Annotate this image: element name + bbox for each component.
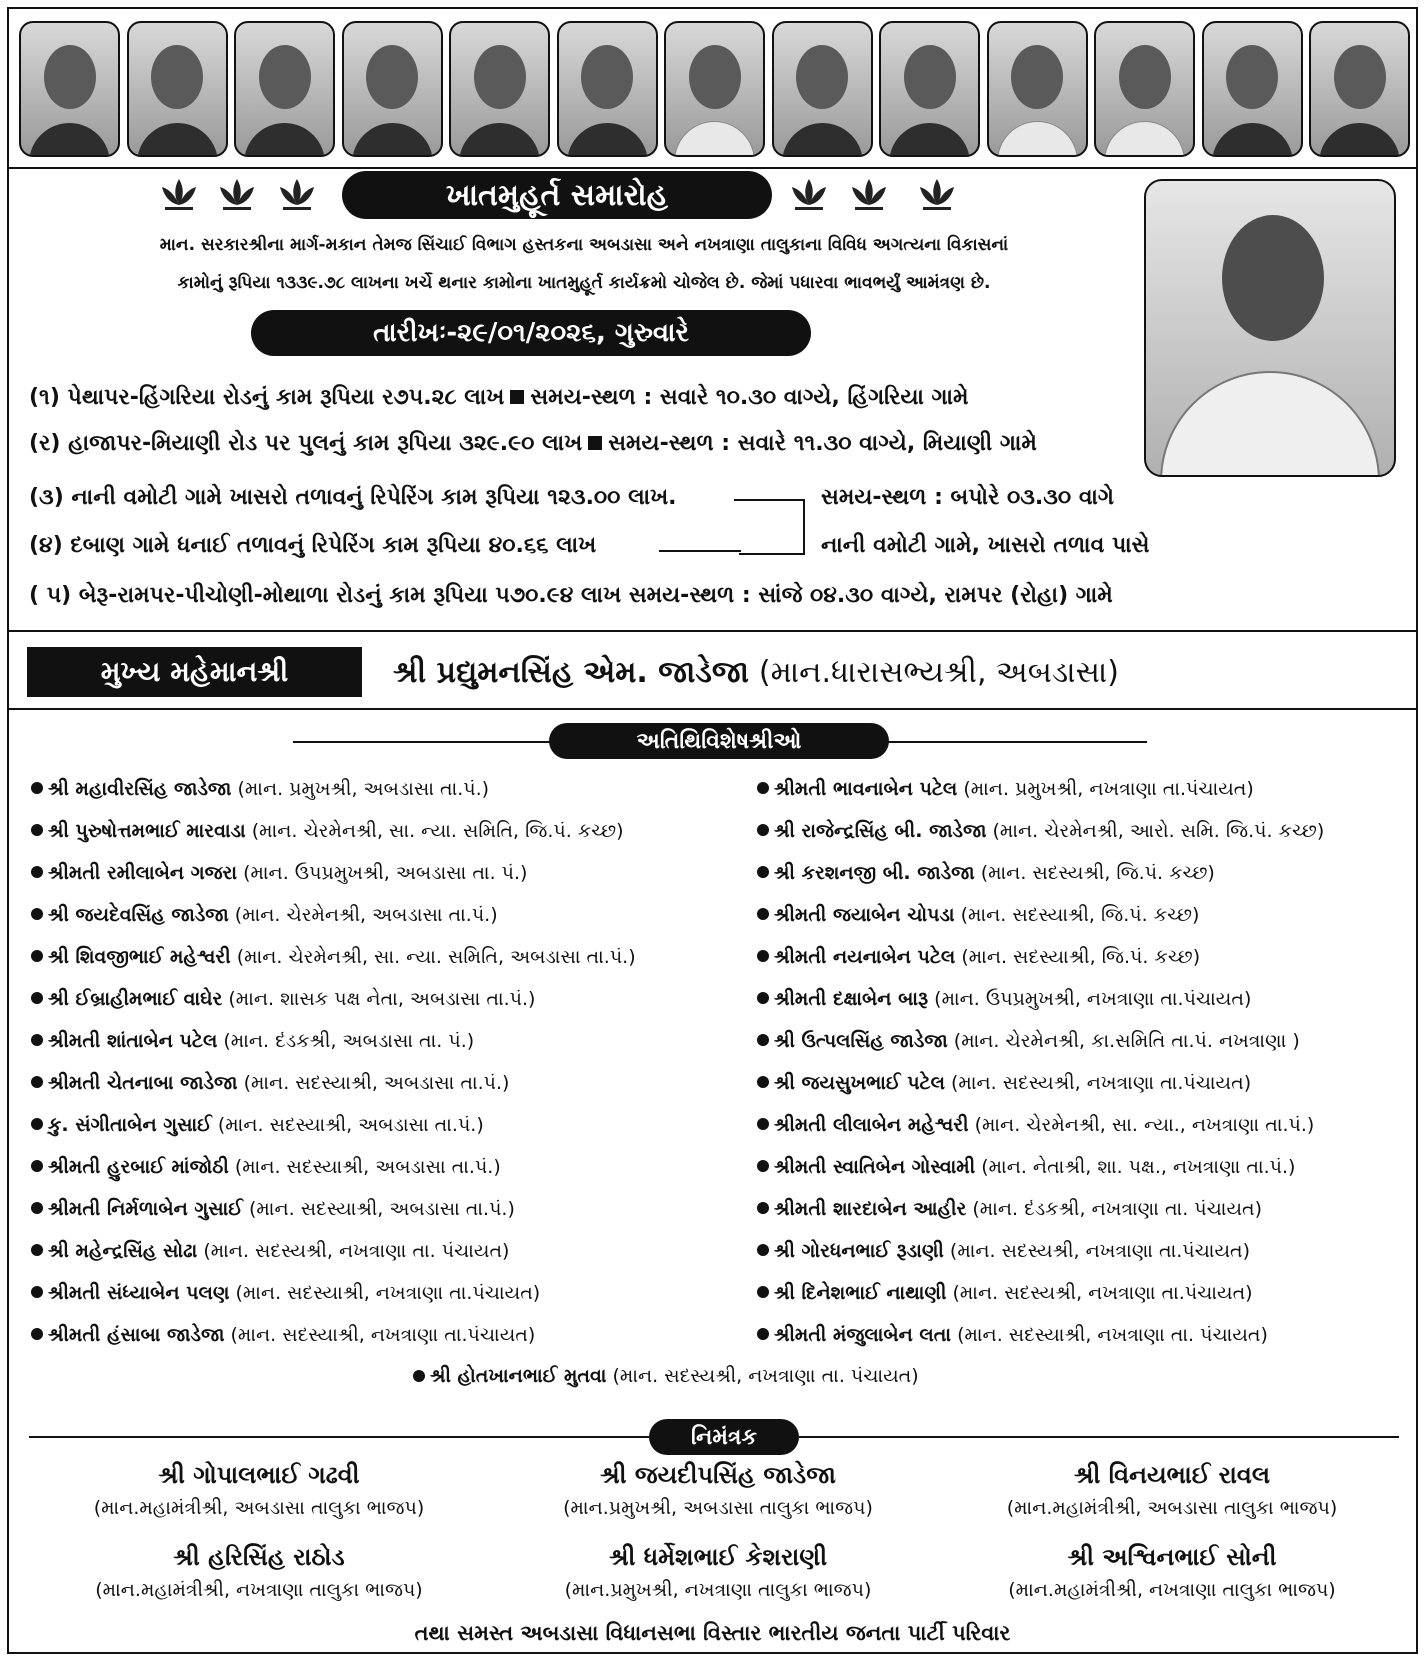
bullet-dot-icon — [31, 1076, 43, 1088]
shared-slot-time: સમય-સ્થળ : બપોરે ૦૩.૩૦ વાગે — [821, 485, 1114, 510]
guest-name: શ્રીમતી ભાવનાબેન પટેલ — [774, 778, 958, 800]
guest-name: શ્રીમતી નયનાબેન પટેલ — [774, 946, 956, 968]
guest-name: શ્રીમતી નિર્મળાબેન ગુસાઈ — [48, 1198, 243, 1220]
special-guests-heading: અતિથિવિશેષશ્રીઓ — [549, 723, 889, 759]
guest-role: (માન. દંડકશ્રી, અબડાસા તા. પં.) — [223, 1030, 475, 1052]
guest-name: શ્રી જયસુખભાઈ પટેલ — [774, 1072, 945, 1094]
guest-role: (માન. ચેરમેનશ્રી, આરો. સમિ. જિ.પં. કચ્છ) — [992, 820, 1325, 842]
inviters-heading: નિમંત્રક — [649, 1419, 799, 1455]
guest-role: (માન. સદસ્યાશ્રી, જિ.પં. કચ્છ) — [960, 904, 1200, 926]
guest-role: (માન. દંડકશ્રી, નખત્રાણા તા. પંચાયત) — [972, 1198, 1263, 1220]
leader-portrait — [127, 21, 228, 157]
special-guest-item — [757, 1146, 1324, 1188]
guest-name: શ્રી રાજેન્દ્રસિંહ બી. જાડેજા — [774, 820, 987, 842]
inviter: શ્રી જયદીપસિંહ જાડેજા (માન.પ્રમુખશ્રી, અબડાસા તાલુકા ભાજપ) — [563, 1461, 873, 1519]
guest-role: (માન. સદસ્યાશ્રી, અબડાસા તા.પં.) — [248, 1198, 515, 1220]
bullet-dot-icon — [757, 1076, 769, 1088]
invitation-poster — [7, 7, 1418, 1654]
bullet-dot-icon — [31, 1034, 43, 1046]
event-date: તારીખઃ-૨૯/૦૧/૨૦૨૬, ગુરુવારે — [251, 310, 811, 356]
guest-role: (માન. સદસ્યાશ્રી, અબડાસા તા.પં.) — [234, 1156, 501, 1178]
leader-portrait — [772, 21, 873, 157]
chief-guest — [393, 647, 1119, 697]
inviter: શ્રી ગોપાલભાઈ ગઢવી (માન.મહામંત્રીશ્રી, અબડાસા તાલુકા ભાજપ) — [93, 1461, 425, 1519]
bullet-dot-icon — [31, 908, 43, 920]
guest-name: શ્રીમતી હંસાબા જાડેજા — [48, 1324, 225, 1346]
chief-guest-label: મુખ્ય મહેમાનશ્રી — [27, 647, 362, 697]
special-guest-item — [31, 936, 636, 978]
guest-name: શ્રી પુરુષોત્તમભાઈ મારવાડા — [48, 820, 246, 842]
bullet-dot-icon — [757, 1328, 769, 1340]
special-guests-right — [757, 768, 1324, 1356]
bullet-dot-icon — [757, 908, 769, 920]
guest-name: શ્રીમતી શારદાબેન આહીર — [774, 1198, 967, 1220]
guest-role: (માન. સદસ્યાશ્રી, નખત્રાણા તા. પંચાયત) — [957, 1324, 1268, 1346]
work-item-2: (ર) હાજાપર-મિયાણી રોડ પર પુલનું કામ રૂપિયા ૩૨૯.૯૦ લાખ સમય-સ્થળ : સવારે ૧૧.૩૦ વાગ્યે, મિયાણી ગામે — [29, 431, 1037, 456]
top-divider — [9, 167, 1416, 169]
special-guest-item — [757, 1230, 1324, 1272]
guest-name: શ્રીમતી લીલાબેન મહેશ્વરી — [774, 1114, 969, 1136]
guest-role: (માન. સદસ્યશ્રી, નખત્રાણા તા.પંચાયત) — [951, 1072, 1252, 1094]
guest-name: શ્રી મહેન્દ્રસિંહ સોઢા — [48, 1240, 198, 1262]
special-guest-item — [757, 1062, 1324, 1104]
special-guest-item — [757, 1314, 1324, 1356]
special-guest-item — [757, 894, 1324, 936]
leader-portrait — [879, 21, 980, 157]
special-guest-item — [31, 1104, 636, 1146]
heading-rule — [293, 741, 553, 743]
guest-role: (માન. ચેરમેનશ્રી, કા.સમિતિ તા.પં. નખત્રાણા ) — [953, 1030, 1300, 1052]
special-guest-item — [31, 1314, 636, 1356]
bullet-square-icon — [510, 390, 524, 404]
guest-name: શ્રીમતી ચેતનાબા જાડેજા — [48, 1072, 238, 1094]
heading-rule — [29, 1436, 649, 1438]
connector-bracket — [739, 499, 805, 555]
bullet-dot-icon — [31, 992, 43, 1004]
special-guest-last: શ્રી હોતખાનભાઈ મુતવા (માન. સદસ્યશ્રી, નખત્રાણા તા. પંચાયત) — [413, 1365, 919, 1387]
bullet-dot-icon — [31, 1286, 43, 1298]
leader-portrait — [19, 21, 120, 157]
lotus-icon — [277, 177, 317, 213]
bullet-dot-icon — [757, 1034, 769, 1046]
guest-role: (માન. સદસ્યાશ્રી, અબડાસા તા.પં.) — [243, 1072, 510, 1094]
leader-portrait — [449, 21, 550, 157]
guest-role: (માન. સદસ્યશ્રી, નખત્રાણા તા.પંચાયત) — [949, 1240, 1251, 1262]
bullet-dot-icon — [31, 1244, 43, 1256]
bullet-dot-icon — [31, 866, 43, 878]
special-guest-item — [757, 1020, 1324, 1062]
bullet-dot-icon — [31, 1202, 43, 1214]
guest-role: (માન. સદસ્યશ્રી, નખત્રાણા તા.પંચાયત) — [952, 1282, 1253, 1304]
guest-role: (માન. ચેરમેનશ્રી, અબડાસા તા.પં.) — [234, 904, 498, 926]
heading-rule — [885, 741, 1147, 743]
bullet-dot-icon — [757, 782, 769, 794]
guest-name: શ્રીમતી સંધ્યાબેન પલણ — [48, 1282, 230, 1304]
bullet-dot-icon — [31, 824, 43, 836]
footer-text: તથા સમસ્ત અબડાસા વિધાનસભા વિસ્તાર ભારતીય જનતા પાર્ટી પરિવાર — [414, 1621, 1011, 1645]
guest-role: (માન. પ્રમુખશ્રી, અબડાસા તા.પં.) — [237, 778, 490, 800]
bullet-dot-icon — [757, 1244, 769, 1256]
guest-name: શ્રીમતી જયાબેન ચોપડા — [774, 904, 955, 926]
guest-name: શ્રીમતી દક્ષાબેન બારૂ — [774, 988, 929, 1010]
bullet-dot-icon — [757, 824, 769, 836]
special-guest-item — [757, 852, 1324, 894]
guest-role: (માન. ઉપપ્રમુખશ્રી, નખત્રાણા તા.પંચાયત) — [934, 988, 1252, 1010]
guest-role: (માન. પ્રમુખશ્રી, નખત્રાણા તા.પંચાયત) — [963, 778, 1254, 800]
inviter: શ્રી વિનયભાઈ રાવલ (માન.મહામંત્રીશ્રી, અબડાસા તાલુકા ભાજપ) — [1006, 1461, 1338, 1519]
work-item-4: (૪) દબાણ ગામે ધનાઈ તળાવનું રિપેરિંગ કામ રૂપિયા ૪૦.૬૬ લાખ — [29, 533, 597, 558]
leader-portrait — [557, 21, 658, 157]
guest-name: શ્રીમતી રમીલાબેન ગજરા — [48, 862, 238, 884]
special-guest-item — [757, 978, 1324, 1020]
guest-name: શ્રી ઈબ્રાહીમભાઈ વાઘેર — [48, 988, 223, 1010]
inviter: શ્રી ધર્મેશભાઈ કેશરાણી (માન.પ્રમુખશ્રી, નખત્રાણા તાલુકા ભાજપ) — [564, 1543, 872, 1601]
special-guest-item — [757, 1272, 1324, 1314]
special-guest-item — [757, 1188, 1324, 1230]
bullet-dot-icon — [757, 866, 769, 878]
special-guest-item — [31, 810, 636, 852]
lotus-icon — [789, 177, 829, 213]
inviter: શ્રી અશ્વિનભાઈ સોની (માન.મહામંત્રીશ્રી, નખત્રાણા તાલુકા ભાજપ) — [1008, 1543, 1336, 1601]
special-guest-item — [31, 1230, 636, 1272]
special-guest-item — [31, 768, 636, 810]
leader-portrait — [1309, 21, 1410, 157]
guest-name: શ્રી મહાવીરસિંહ જાડેજા — [48, 778, 232, 800]
special-guest-item — [31, 894, 636, 936]
guest-name: શ્રીમતી સ્વાતિબેન ગોસ્વામી — [774, 1156, 976, 1178]
leader-portrait — [342, 21, 443, 157]
ceremony-title: ખાતમુહૂર્ત સમારોહ — [342, 171, 772, 219]
special-guest-item — [31, 1062, 636, 1104]
guest-role: (માન. સદસ્યાશ્રી, જિ.પં. કચ્છ) — [961, 946, 1201, 968]
chief-guest-role: (માન.ધારાસભ્યશ્રી, અબડાસા) — [758, 654, 1119, 690]
guest-name: શ્રીમતી મંજુલાબેન લતા — [774, 1324, 952, 1346]
guest-role: (માન. શાસક પક્ષ નેતા, અબડાસા તા.પં.) — [228, 988, 536, 1010]
guest-name: શ્રી કરશનજી બી. જાડેજા — [774, 862, 975, 884]
leader-portrait — [664, 21, 765, 157]
bullet-dot-icon — [31, 782, 43, 794]
lotus-icon — [217, 177, 257, 213]
guest-name: શ્રીમતી શાંતાબેન પટેલ — [48, 1030, 218, 1052]
inviter: શ્રી હરિસિંહ રાઠોડ (માન.મહામંત્રીશ્રી, નખત્રાણા તાલુકા ભાજપ) — [95, 1543, 423, 1601]
special-guest-item — [757, 768, 1324, 810]
special-guest-item — [31, 1020, 636, 1062]
guest-name: શ્રી જયદેવસિંહ જાડેજા — [48, 904, 229, 926]
work-item-1: (૧) પેથાપર-હિંગરિયા રોડનું કામ રૂપિયા ર૭૫.૨૮ લાખ સમય-સ્થળ : સવારે ૧૦.૩૦ વાગ્યે, હિંગરિયા ગામે — [29, 385, 969, 410]
bullet-square-icon — [588, 436, 602, 450]
guest-role: (માન. સદસ્યશ્રી, જિ.પં. કચ્છ) — [980, 862, 1215, 884]
lotus-icon — [849, 177, 889, 213]
special-guest-item — [31, 1146, 636, 1188]
lotus-icon — [917, 177, 957, 213]
bullet-dot-icon — [757, 1286, 769, 1298]
heading-rule — [799, 1436, 1399, 1438]
bullet-dot-icon — [31, 1118, 43, 1130]
guest-name: શ્રીમતી હુરબાઈ માંજોઠી — [48, 1156, 229, 1178]
guest-role: (માન. ઉપપ્રમુખશ્રી, અબડાસા તા. પં.) — [243, 862, 528, 884]
shared-slot-place: નાની વમોટી ગામે, ખાસરો તળાવ પાસે — [821, 533, 1150, 558]
chief-guest-photo — [1144, 179, 1396, 477]
bullet-dot-icon — [757, 950, 769, 962]
guest-role: (માન. સદસ્યાશ્રી, અબડાસા તા.પં.) — [217, 1114, 484, 1136]
leader-portrait — [1094, 21, 1195, 157]
intro-line-1: માન. સરકારશ્રીના માર્ગ-મકાન તેમજ સિંચાઈ વિભાગ હસ્તકના અબડાસા અને નખત્રાણા તાલુકાના વિવિધ અગત્યના વિકાસનાં — [159, 235, 1009, 255]
portrait-strip — [19, 21, 1410, 159]
guest-role: (માન. સદસ્યાશ્રી, નખત્રાણા તા.પંચાયત) — [235, 1282, 541, 1304]
special-guest-item — [757, 810, 1324, 852]
bullet-dot-icon — [31, 950, 43, 962]
special-guest-item — [31, 1188, 636, 1230]
bullet-dot-icon — [413, 1370, 425, 1382]
lotus-icon — [159, 177, 199, 213]
intro-line-2: કામોનું રૂપિયા ૧૩૩૯.૭૮ લાખના ખર્ચે થનાર કામોના ખાતમુહૂર્ત કાર્યક્રમો ચોજેલ છે. જેમાં પધારવા ભાવભર્યું આમંત્રણ છે. — [177, 273, 991, 293]
bullet-dot-icon — [31, 1328, 43, 1340]
special-guest-item — [31, 978, 636, 1020]
work-item-3: (૩) નાની વમોટી ગામે ખાસરો તળાવનું રિપેરિંગ કામ રૂપિયા ૧૨૩.૦૦ લાખ. — [29, 485, 677, 510]
divider — [9, 708, 1416, 710]
guest-role: (માન. નેતાશ્રી, શા. પક્ષ., નખત્રાણા તા.પં.) — [981, 1156, 1296, 1178]
guest-role: (માન. સદસ્યશ્રી, નખત્રાણા તા. પંચાયત) — [203, 1240, 510, 1262]
guest-name: શ્રી શિવજીભાઈ મહેશ્વરી — [48, 946, 231, 968]
guest-role: (માન. ચેરમેનશ્રી, સા. ન્યા., નખત્રાણા તા.પં.) — [974, 1114, 1315, 1136]
bullet-dot-icon — [31, 1160, 43, 1172]
connector-line — [659, 550, 741, 552]
chief-guest-name: શ્રી પ્રદ્યુમનસિંહ એમ. જાડેજા — [393, 654, 749, 690]
special-guests-left — [31, 768, 636, 1356]
work-item-5: ( ૫) બેરૂ-રામપર-પીચોણી-મોથાળા રોડનું કામ રૂપિયા ૫૭૦.૯૪ લાખ સમય-સ્થળ : સાંજે ૦૪.૩૦ વાગ્યે, રામપર (રોહા) ગામે — [29, 583, 1113, 608]
leader-portrait — [1202, 21, 1303, 157]
special-guest-item — [757, 936, 1324, 978]
leader-portrait — [987, 21, 1088, 157]
guest-name: શ્રી દિનેશભાઈ નાથાણી — [774, 1282, 947, 1304]
bullet-dot-icon — [757, 1118, 769, 1130]
bullet-dot-icon — [757, 1202, 769, 1214]
guest-role: (માન. ચેરમેનશ્રી, સા. ન્યા. સમિતિ, અબડાસા તા.પં.) — [236, 946, 636, 968]
divider — [9, 630, 1416, 632]
bullet-dot-icon — [757, 1160, 769, 1172]
guest-name: શ્રી ઉત્પલસિંહ જાડેજા — [774, 1030, 948, 1052]
guest-role: (માન. ચેરમેનશ્રી, સા. ન્યા. સમિતિ, જિ.પં. કચ્છ) — [251, 820, 624, 842]
special-guest-item — [757, 1104, 1324, 1146]
special-guest-item — [31, 1272, 636, 1314]
guest-role: (માન. સદસ્યાશ્રી, નખત્રાણા તા.પંચાયત) — [230, 1324, 536, 1346]
bullet-dot-icon — [757, 992, 769, 1004]
guest-name: કુ. સંગીતાબેન ગુસાઈ — [48, 1114, 212, 1136]
leader-portrait — [234, 21, 335, 157]
guest-name: શ્રી ગોરધનભાઈ રૂડાણી — [774, 1240, 944, 1262]
special-guest-item — [31, 852, 636, 894]
